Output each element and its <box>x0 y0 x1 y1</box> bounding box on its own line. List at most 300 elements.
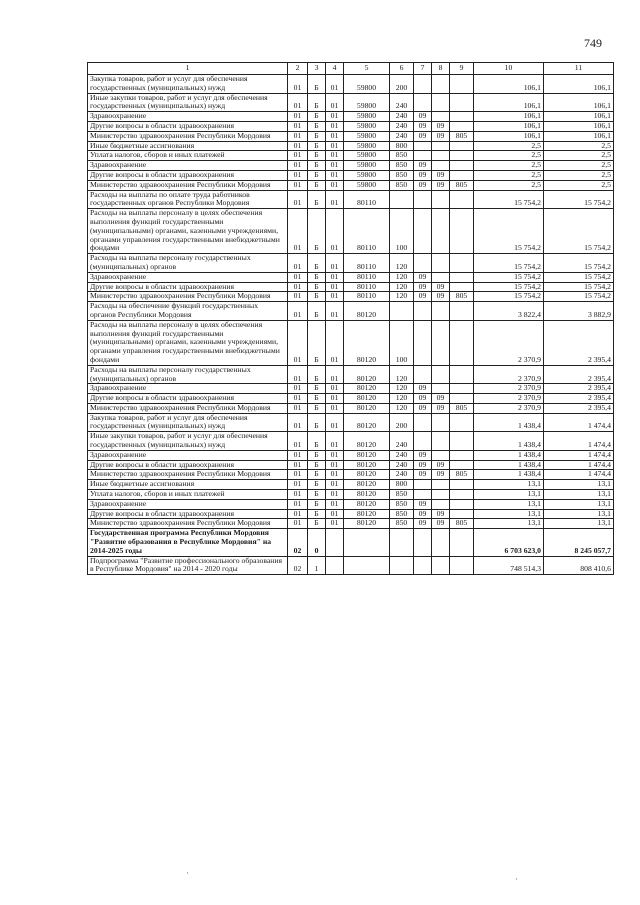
table-cell: 805 <box>450 519 474 529</box>
table-cell: 15 754,2 <box>474 209 544 254</box>
column-header: 2 <box>288 63 308 75</box>
table-cell: 13,1 <box>474 509 544 519</box>
table-cell: 200 <box>390 413 414 432</box>
table-row <box>88 509 614 519</box>
table-cell: Б <box>308 320 326 365</box>
table-cell: 80120 <box>344 499 390 509</box>
table-cell: 1 474,4 <box>544 432 614 451</box>
table-cell: 15 754,2 <box>474 292 544 302</box>
page-number: 749 <box>584 36 602 50</box>
table-cell: Б <box>308 432 326 451</box>
table-cell: 80120 <box>344 480 390 490</box>
table-cell: 01 <box>326 509 344 519</box>
table-cell: 2 370,9 <box>474 384 544 394</box>
table-row <box>88 121 614 131</box>
table-cell: 01 <box>326 272 344 282</box>
row-name-cell: Иные закупки товаров, работ и услуг для обеспечения государственных (муниципальных) нужд <box>88 93 288 112</box>
table-cell: 240 <box>390 450 414 460</box>
table-cell <box>450 112 474 122</box>
table-cell <box>432 490 450 500</box>
table-cell: Б <box>308 75 326 94</box>
table-cell: 805 <box>450 180 474 190</box>
table-cell: 01 <box>326 519 344 529</box>
table-row <box>88 151 614 161</box>
table-cell <box>450 190 474 209</box>
table-cell <box>450 490 474 500</box>
table-cell: 106,1 <box>474 131 544 141</box>
table-cell: 3 822,4 <box>474 302 544 321</box>
table-cell: Б <box>308 490 326 500</box>
table-cell: 09 <box>432 460 450 470</box>
table-cell: 59800 <box>344 75 390 94</box>
table-cell: 09 <box>414 161 432 171</box>
table-cell: 09 <box>432 170 450 180</box>
table-cell: 1 438,4 <box>474 450 544 460</box>
table-cell: 748 514,3 <box>474 556 544 575</box>
table-cell: 2 395,4 <box>544 320 614 365</box>
table-cell: 01 <box>288 272 308 282</box>
table-cell: 01 <box>288 190 308 209</box>
table-cell: 09 <box>414 272 432 282</box>
table-cell: 2 370,9 <box>474 403 544 413</box>
table-cell: 01 <box>326 180 344 190</box>
table-cell: 240 <box>390 131 414 141</box>
table-cell: 09 <box>414 460 432 470</box>
table-cell <box>450 460 474 470</box>
table-cell: Б <box>308 292 326 302</box>
table-cell: 09 <box>414 403 432 413</box>
table-cell: 09 <box>432 470 450 480</box>
table-cell <box>414 432 432 451</box>
row-name-cell: Расходы на выплаты по оплате труда работников государственных органов Республики Мордовия <box>88 190 288 209</box>
table-cell: 09 <box>432 121 450 131</box>
table-cell <box>414 209 432 254</box>
table-cell <box>432 556 450 575</box>
table-cell: 15 754,2 <box>544 292 614 302</box>
table-cell: 01 <box>288 432 308 451</box>
table-cell: 01 <box>326 480 344 490</box>
table-cell: 805 <box>450 403 474 413</box>
table-row <box>88 254 614 273</box>
column-header: 11 <box>544 63 614 75</box>
table-row <box>88 519 614 529</box>
table-cell: 01 <box>288 180 308 190</box>
table-cell: 01 <box>326 131 344 141</box>
column-header: 4 <box>326 63 344 75</box>
table-cell: 09 <box>414 450 432 460</box>
table-cell: 01 <box>288 509 308 519</box>
budget-table <box>87 62 614 575</box>
table-cell <box>432 141 450 151</box>
table-cell <box>450 365 474 384</box>
table-cell: 80120 <box>344 432 390 451</box>
row-name-cell: Министерство здравоохранения Республики Мордовия <box>88 470 288 480</box>
table-cell: 09 <box>414 470 432 480</box>
table-cell: 2,5 <box>544 151 614 161</box>
table-row <box>88 450 614 460</box>
table-cell: 120 <box>390 394 414 404</box>
table-cell: Б <box>308 302 326 321</box>
table-cell: 01 <box>326 320 344 365</box>
table-cell <box>450 209 474 254</box>
table-cell: Б <box>308 131 326 141</box>
table-cell: 01 <box>288 112 308 122</box>
table-cell: 2,5 <box>544 141 614 151</box>
row-name-cell: Здравоохранение <box>88 384 288 394</box>
table-cell <box>414 556 432 575</box>
table-cell: 59800 <box>344 131 390 141</box>
row-name-cell: Другие вопросы в области здравоохранения <box>88 509 288 519</box>
table-cell: 2,5 <box>474 151 544 161</box>
table-row <box>88 131 614 141</box>
table-cell: 01 <box>288 450 308 460</box>
table-cell <box>344 556 390 575</box>
table-cell: 13,1 <box>474 490 544 500</box>
row-name-cell: Уплата налогов, сборов и иных платежей <box>88 151 288 161</box>
table-cell: 01 <box>288 131 308 141</box>
table-cell: 808 410,6 <box>544 556 614 575</box>
table-cell <box>450 93 474 112</box>
table-cell: 01 <box>288 302 308 321</box>
table-cell: 09 <box>432 180 450 190</box>
table-cell: Б <box>308 121 326 131</box>
table-cell: Б <box>308 161 326 171</box>
row-name-cell: Министерство здравоохранения Республики Мордовия <box>88 131 288 141</box>
table-cell: 240 <box>390 432 414 451</box>
row-name-cell: Иные бюджетные ассигнования <box>88 480 288 490</box>
table-cell <box>432 254 450 273</box>
table-row <box>88 292 614 302</box>
row-name-cell: Здравоохранение <box>88 450 288 460</box>
table-cell: 09 <box>414 384 432 394</box>
table-cell: 80120 <box>344 413 390 432</box>
table-cell <box>450 432 474 451</box>
table-cell: 850 <box>390 170 414 180</box>
table-cell: 01 <box>288 499 308 509</box>
table-cell <box>450 282 474 292</box>
table-cell: 80120 <box>344 519 390 529</box>
table-cell: 2,5 <box>544 161 614 171</box>
table-cell: 01 <box>288 384 308 394</box>
table-cell <box>414 529 432 556</box>
table-cell: 01 <box>288 282 308 292</box>
table-cell: 0 <box>308 529 326 556</box>
table-cell: 01 <box>288 470 308 480</box>
table-cell <box>450 509 474 519</box>
table-cell: 1 438,4 <box>474 413 544 432</box>
table-cell: 01 <box>326 394 344 404</box>
table-cell: 850 <box>390 180 414 190</box>
table-cell: Б <box>308 460 326 470</box>
table-cell: 09 <box>414 509 432 519</box>
table-cell: 15 754,2 <box>544 209 614 254</box>
table-cell: 13,1 <box>474 499 544 509</box>
table-cell: 120 <box>390 365 414 384</box>
table-cell: Б <box>308 209 326 254</box>
table-cell: 2,5 <box>544 180 614 190</box>
table-row <box>88 499 614 509</box>
row-name-cell: Иные закупки товаров, работ и услуг для обеспечения государственных (муниципальных) нужд <box>88 432 288 451</box>
table-cell: 59800 <box>344 151 390 161</box>
table-row <box>88 460 614 470</box>
table-cell: 01 <box>326 432 344 451</box>
table-cell <box>414 413 432 432</box>
table-cell <box>450 556 474 575</box>
table-cell: 2 370,9 <box>474 320 544 365</box>
row-name-cell: Министерство здравоохранения Республики Мордовия <box>88 292 288 302</box>
column-header: 9 <box>450 63 474 75</box>
table-cell: Б <box>308 403 326 413</box>
table-cell: 1 474,4 <box>544 460 614 470</box>
table-cell: 106,1 <box>544 121 614 131</box>
table-cell: 02 <box>288 556 308 575</box>
table-cell: 13,1 <box>544 519 614 529</box>
table-cell <box>432 75 450 94</box>
table-cell: 15 754,2 <box>544 190 614 209</box>
table-cell: 2 370,9 <box>474 365 544 384</box>
column-header: 8 <box>432 63 450 75</box>
table-cell: 106,1 <box>544 112 614 122</box>
table-cell: 01 <box>288 141 308 151</box>
table-cell <box>450 302 474 321</box>
row-name-cell: Другие вопросы в области здравоохранения <box>88 121 288 131</box>
table-cell <box>432 151 450 161</box>
table-cell: 80120 <box>344 470 390 480</box>
table-cell: 09 <box>414 121 432 131</box>
table-cell: Б <box>308 272 326 282</box>
table-row <box>88 490 614 500</box>
table-cell: Б <box>308 394 326 404</box>
table-cell <box>450 151 474 161</box>
table-cell: 01 <box>326 365 344 384</box>
table-cell: 01 <box>288 413 308 432</box>
table-cell <box>450 529 474 556</box>
table-cell: Б <box>308 480 326 490</box>
table-row <box>88 75 614 94</box>
table-cell <box>450 384 474 394</box>
table-cell <box>432 529 450 556</box>
table-cell: 01 <box>326 121 344 131</box>
table-cell: 80120 <box>344 450 390 460</box>
table-cell: 2,5 <box>474 141 544 151</box>
table-cell: 805 <box>450 470 474 480</box>
table-cell <box>344 529 390 556</box>
table-row <box>88 432 614 451</box>
row-name-cell: Министерство здравоохранения Республики Мордовия <box>88 519 288 529</box>
table-cell: 01 <box>288 394 308 404</box>
table-cell: 80120 <box>344 490 390 500</box>
table-cell: 01 <box>288 403 308 413</box>
row-name-cell: Закупка товаров, работ и услуг для обеспечения государственных (муниципальных) нужд <box>88 413 288 432</box>
table-cell: 1 <box>308 556 326 575</box>
table-cell: Б <box>308 254 326 273</box>
table-cell: 15 754,2 <box>544 272 614 282</box>
table-row <box>88 180 614 190</box>
row-name-cell: Государственная программа Республики Мордовия "Развитие образования в Республике Мордовия" на 2014-2025 годы <box>88 529 288 556</box>
table-cell: 106,1 <box>544 131 614 141</box>
table-cell: 15 754,2 <box>544 282 614 292</box>
table-cell <box>414 480 432 490</box>
table-cell: 59800 <box>344 170 390 180</box>
table-cell: 120 <box>390 272 414 282</box>
table-cell: 850 <box>390 509 414 519</box>
table-cell: 01 <box>288 519 308 529</box>
table-cell: Б <box>308 141 326 151</box>
table-cell <box>432 480 450 490</box>
table-row <box>88 413 614 432</box>
table-cell: 01 <box>288 460 308 470</box>
table-cell <box>432 499 450 509</box>
table-cell: 805 <box>450 131 474 141</box>
table-cell: 850 <box>390 490 414 500</box>
table-cell: 01 <box>326 254 344 273</box>
table-cell: Б <box>308 413 326 432</box>
table-cell: 01 <box>326 490 344 500</box>
table-cell: 80110 <box>344 292 390 302</box>
table-cell: Б <box>308 180 326 190</box>
table-cell: 01 <box>288 490 308 500</box>
table-cell: 80120 <box>344 394 390 404</box>
table-cell: Б <box>308 470 326 480</box>
table-cell: 59800 <box>344 112 390 122</box>
table-cell: 01 <box>326 450 344 460</box>
column-header: 5 <box>344 63 390 75</box>
table-cell: 240 <box>390 112 414 122</box>
table-cell: 80120 <box>344 403 390 413</box>
table-cell: 13,1 <box>544 490 614 500</box>
table-cell: 01 <box>326 384 344 394</box>
table-cell: Б <box>308 170 326 180</box>
row-name-cell: Здравоохранение <box>88 161 288 171</box>
scan-mark: · <box>515 874 518 884</box>
table-cell <box>414 190 432 209</box>
row-name-cell: Расходы на обеспечение функций государственных органов Республики Мордовия <box>88 302 288 321</box>
table-cell: 01 <box>326 190 344 209</box>
table-cell: 805 <box>450 292 474 302</box>
table-cell: 106,1 <box>544 75 614 94</box>
table-cell: 09 <box>414 499 432 509</box>
table-cell: 09 <box>414 282 432 292</box>
table-cell: 01 <box>288 365 308 384</box>
table-cell: 01 <box>326 470 344 480</box>
table-row <box>88 209 614 254</box>
table-cell <box>414 254 432 273</box>
table-cell: 09 <box>432 394 450 404</box>
table-cell: 09 <box>414 180 432 190</box>
table-cell: 01 <box>326 151 344 161</box>
table-cell <box>432 93 450 112</box>
table-row <box>88 403 614 413</box>
table-cell: 120 <box>390 403 414 413</box>
table-cell <box>432 365 450 384</box>
table-cell <box>390 529 414 556</box>
table-cell <box>326 556 344 575</box>
table-cell <box>390 302 414 321</box>
table-cell <box>414 490 432 500</box>
table-cell: 13,1 <box>474 480 544 490</box>
table-cell <box>450 170 474 180</box>
table-cell: 01 <box>326 403 344 413</box>
table-cell: 80120 <box>344 365 390 384</box>
table-cell: 15 754,2 <box>474 254 544 273</box>
row-name-cell: Расходы на выплаты персоналу государственных (муниципальных) органов <box>88 365 288 384</box>
table-cell: 01 <box>326 112 344 122</box>
column-header: 1 <box>88 63 288 75</box>
table-cell: 15 754,2 <box>474 282 544 292</box>
table-cell <box>450 413 474 432</box>
table-cell <box>414 93 432 112</box>
table-cell: 01 <box>288 480 308 490</box>
table-cell <box>432 450 450 460</box>
table-cell: Б <box>308 151 326 161</box>
table-cell <box>432 432 450 451</box>
table-cell <box>414 141 432 151</box>
row-name-cell: Иные бюджетные ассигнования <box>88 141 288 151</box>
table-cell: 09 <box>432 131 450 141</box>
table-cell <box>450 272 474 282</box>
table-cell <box>432 190 450 209</box>
table-cell: 09 <box>432 292 450 302</box>
row-name-cell: Другие вопросы в области здравоохранения <box>88 282 288 292</box>
table-cell: 01 <box>288 121 308 131</box>
table-cell: 120 <box>390 292 414 302</box>
table-cell: 2 395,4 <box>544 365 614 384</box>
table-cell: 15 754,2 <box>544 254 614 273</box>
table-row <box>88 470 614 480</box>
table-cell: 240 <box>390 460 414 470</box>
table-cell: 80120 <box>344 302 390 321</box>
table-cell: 2,5 <box>474 180 544 190</box>
table-cell: 01 <box>288 75 308 94</box>
column-header: 7 <box>414 63 432 75</box>
table-row <box>88 556 614 575</box>
table-cell: 01 <box>326 499 344 509</box>
table-cell: 2 395,4 <box>544 394 614 404</box>
table-cell: 01 <box>288 292 308 302</box>
table-cell: 09 <box>414 131 432 141</box>
table-cell: 01 <box>326 302 344 321</box>
row-name-cell: Другие вопросы в области здравоохранения <box>88 170 288 180</box>
table-row <box>88 529 614 556</box>
table-cell: 09 <box>432 403 450 413</box>
table-cell: 02 <box>288 529 308 556</box>
table-cell: 59800 <box>344 121 390 131</box>
table-row <box>88 302 614 321</box>
table-cell: 120 <box>390 254 414 273</box>
table-cell: 09 <box>432 519 450 529</box>
table-cell: 1 438,4 <box>474 470 544 480</box>
table-cell: 09 <box>432 509 450 519</box>
table-row <box>88 272 614 282</box>
table-cell: Б <box>308 93 326 112</box>
table-cell: 01 <box>326 292 344 302</box>
table-row <box>88 112 614 122</box>
table-cell: 01 <box>288 161 308 171</box>
table-cell: 01 <box>326 460 344 470</box>
row-name-cell: Расходы на выплаты персоналу в целях обеспечения выполнения функций государственными (муниципальными) органами, казенными учреждениями, органами управления государственными внебюджетными фондами <box>88 209 288 254</box>
table-cell <box>390 190 414 209</box>
table-cell: Б <box>308 384 326 394</box>
table-cell: 2,5 <box>544 170 614 180</box>
table-cell: 106,1 <box>474 112 544 122</box>
table-cell: 106,1 <box>474 75 544 94</box>
table-cell: 80120 <box>344 460 390 470</box>
table-cell <box>414 365 432 384</box>
table-cell <box>450 121 474 131</box>
row-name-cell: Здравоохранение <box>88 499 288 509</box>
row-name-cell: Закупка товаров, работ и услуг для обеспечения государственных (муниципальных) нужд <box>88 75 288 94</box>
table-cell <box>450 254 474 273</box>
